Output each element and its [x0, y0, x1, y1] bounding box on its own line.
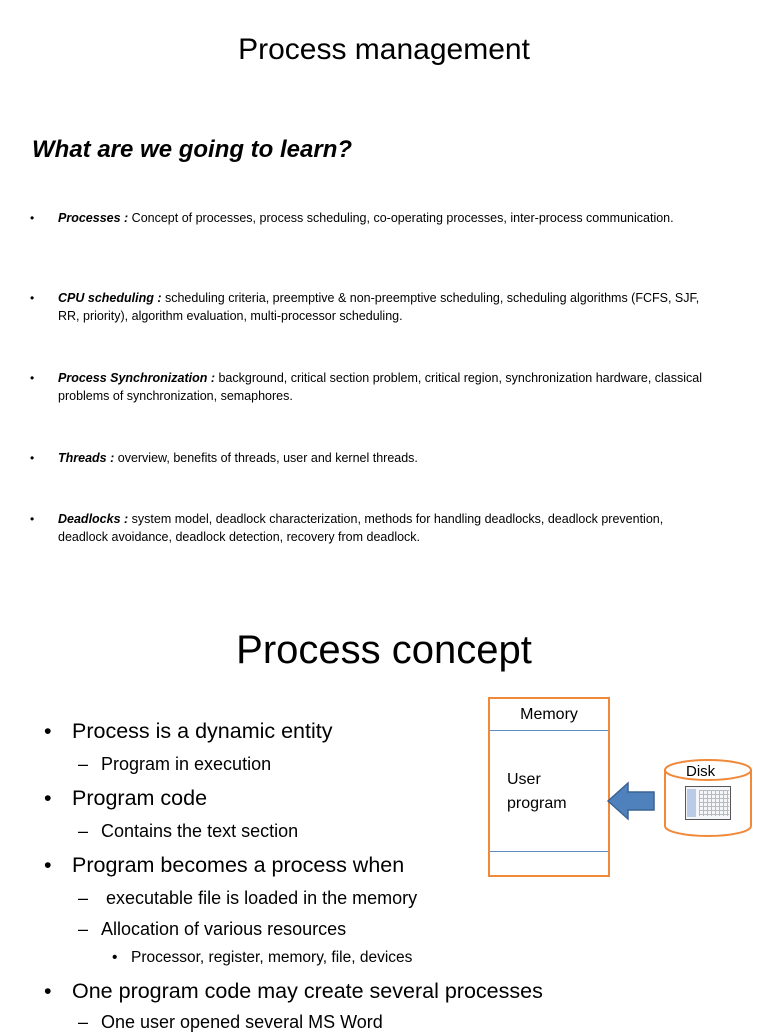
- topic-description: system model, deadlock characterization, methods for handling deadlocks, deadlock prevention, deadlock avoidance, deadlock detection, recovery from deadlock.: [58, 512, 664, 544]
- dash-icon: –: [78, 919, 89, 939]
- topic-item-processes: [30, 210, 710, 228]
- bullet-text: One program code may create several processes: [72, 979, 543, 1003]
- topic-description: Concept of processes, process scheduling, co-operating processes, inter-process communication.: [128, 211, 674, 225]
- slide-title-process-management: Process management: [238, 33, 530, 66]
- topic-description: overview, benefits of threads, user and kernel threads.: [114, 451, 418, 465]
- dash-icon: –: [78, 821, 89, 841]
- slide-subtitle: What are we going to learn?: [32, 136, 353, 163]
- topic-item-process-synchronization: [30, 370, 710, 405]
- bullet-level2: [78, 917, 346, 941]
- dash-icon: –: [78, 754, 89, 774]
- bullet-icon: •: [30, 371, 35, 385]
- memory-label: Memory: [520, 706, 578, 723]
- bullet-icon: •: [30, 211, 35, 225]
- memory-divider-bottom: [490, 851, 608, 852]
- bullet-icon: •: [44, 853, 52, 877]
- topic-term: Processes :: [58, 211, 129, 225]
- bullet-icon: •: [30, 512, 35, 526]
- user-program-line2: program: [507, 795, 567, 812]
- bullet-level1: [44, 851, 404, 879]
- topic-term: CPU scheduling :: [58, 291, 162, 305]
- disk-label: Disk: [686, 763, 716, 780]
- memory-divider-top: [490, 730, 608, 731]
- bullet-icon: •: [44, 719, 52, 743]
- bullet-icon: •: [30, 451, 35, 465]
- bullet-icon: •: [30, 291, 35, 305]
- memory-diagram: [488, 697, 610, 877]
- bullet-level1: [44, 717, 333, 745]
- load-arrow-icon: [606, 780, 658, 822]
- topic-description: background, critical section problem, critical region, synchronization hardware, classical problems of synchronization, semaphores.: [58, 371, 703, 403]
- topic-description: scheduling criteria, preemptive & non-preemptive scheduling, scheduling algorithms (FCFS, SJF, RR, priority), algorithm evaluation, multi-processor scheduling.: [58, 291, 700, 323]
- bullet-level2: [78, 752, 271, 776]
- topic-item-threads: [30, 450, 710, 468]
- topic-item-deadlocks: [30, 511, 710, 546]
- bullet-text: Program in execution: [101, 754, 272, 774]
- dash-icon: –: [78, 1012, 89, 1032]
- file-thumbnail-icon: [685, 786, 731, 820]
- bullet-icon: •: [112, 949, 118, 966]
- bullet-level2: [78, 819, 298, 843]
- bullet-text: Program becomes a process when: [72, 853, 405, 877]
- thumbnail-grid: [699, 790, 729, 816]
- user-program-label: [507, 768, 567, 816]
- topic-term: Process Synchronization :: [58, 371, 215, 385]
- bullet-text: Process is a dynamic entity: [72, 719, 333, 743]
- bullet-text: One user opened several MS Word: [101, 1012, 383, 1032]
- bullet-level3: [112, 948, 412, 968]
- user-program-line1: User: [507, 771, 541, 788]
- slide-title-process-concept: Process concept: [236, 628, 532, 672]
- bullet-level1: [44, 784, 207, 812]
- bullet-text: Program code: [72, 786, 208, 810]
- topic-term: Deadlocks :: [58, 512, 129, 526]
- bullet-level1: [44, 977, 543, 1005]
- bullet-level2: [78, 886, 417, 910]
- bullet-text: Processor, register, memory, file, devices: [131, 949, 413, 966]
- bullet-icon: •: [44, 979, 52, 1003]
- bullet-text: executable file is loaded in the memory: [101, 888, 418, 908]
- bullet-level2: [78, 1010, 383, 1034]
- thumbnail-sidebar: [687, 789, 696, 817]
- bullet-icon: •: [44, 786, 52, 810]
- bullet-text: Allocation of various resources: [101, 919, 347, 939]
- bullet-text: Contains the text section: [101, 821, 299, 841]
- topic-item-cpu-scheduling: [30, 290, 710, 325]
- dash-icon: –: [78, 888, 89, 908]
- topic-term: Threads :: [58, 451, 115, 465]
